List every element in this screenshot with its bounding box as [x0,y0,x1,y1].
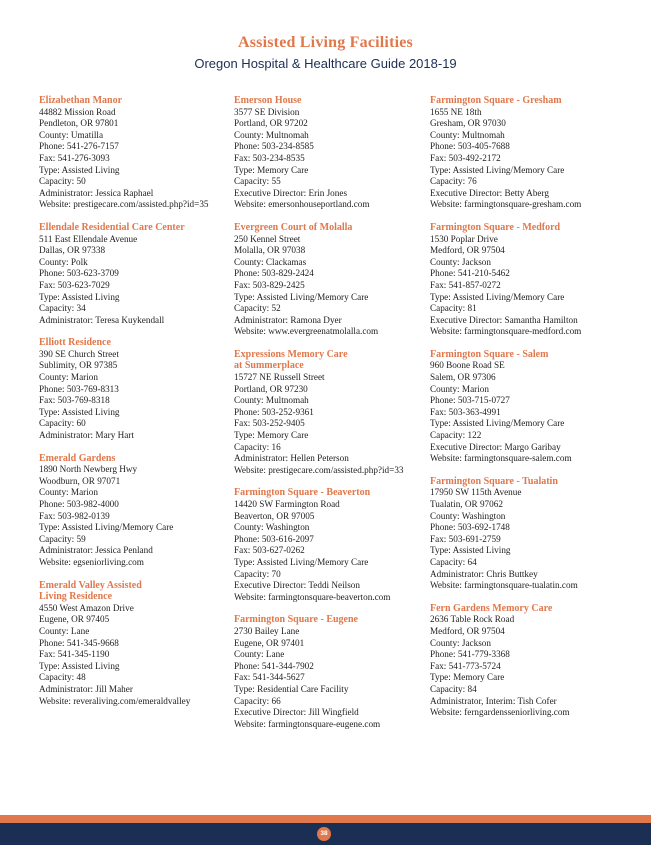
facility-name: Expressions Memory Care [234,348,348,360]
facility-detail: Capacity: 122 [430,430,482,441]
column-1 [39,95,231,718]
facility-detail: Phone: 503-982-4000 [39,499,119,509]
facility-detail: Type: Assisted Living [39,406,120,417]
facility-detail: Fax: 541-276-3093 [39,152,110,163]
facility-detail: Fax: 503-769-8318 [39,395,110,406]
facility-detail: 511 East Ellendale Avenue [39,233,138,244]
facility-name: Emerald Gardens [39,452,116,464]
facility-detail: Type: Assisted Living [39,291,120,302]
facility-name: Emerson House [234,95,302,106]
facility-detail: Fax: 541-344-5627 [234,672,305,683]
facility-detail: Type: Assisted Living [39,164,120,175]
facility-detail: Capacity: 59 [39,533,86,544]
facility-name: Living Residence [39,591,113,603]
facility-detail: Phone: 503-692-1748 [430,522,510,533]
facility-detail: Fax: 503-829-2425 [234,279,305,290]
facility-detail: Phone: 541-276-7157 [39,141,119,152]
facility-detail: Capacity: 52 [234,303,281,314]
facility-detail: Fax: 503-252-9405 [234,418,305,429]
facility-detail: County: Multnomah [430,129,505,140]
facility-entry [234,222,426,338]
facility-detail: Tualatin, OR 97062 [430,499,503,509]
facility-detail: Phone: 503-715-0727 [430,395,510,406]
facility-detail: County: Lane [234,649,285,660]
facility-detail: County: Lane [39,625,90,636]
facility-detail: Molalla, OR 97038 [234,245,306,256]
facility-detail: Executive Director: Margo Garibay [430,441,561,452]
facility-detail: Medford, OR 97504 [430,245,505,256]
facility-detail: Beaverton, OR 97005 [234,510,315,521]
facility-detail: 1530 Poplar Drive [430,233,498,244]
facility-name: Emerald Valley Assisted [39,579,142,591]
facility-detail: Capacity: 60 [39,418,86,429]
footer-accent-stripe [0,815,651,823]
facility-detail: Phone: 503-234-8585 [234,141,314,152]
facility-detail: Capacity: 70 [234,568,281,579]
facility-detail: Capacity: 48 [39,672,86,683]
page-title: Assisted Living Facilities [238,34,413,51]
facility-detail: Capacity: 84 [430,683,477,694]
facility-detail: Type: Memory Care [234,430,309,441]
facility-detail: Type: Residential Care Facility [234,683,349,694]
facility-detail: Executive Director: Teddi Neilson [234,580,360,591]
facility-columns [0,95,651,785]
facility-entry [430,476,622,592]
column-2 [234,95,426,741]
facility-detail: Fax: 503-691-2759 [430,533,501,544]
facility-entry [39,95,231,211]
facility-detail: Pendleton, OR 97801 [39,118,119,129]
facility-detail: Website: prestigecare.com/assisted.php?id=35 [39,199,209,210]
facility-detail: Website: prestigecare.com/assisted.php?id=33 [234,464,404,475]
facility-detail: Type: Assisted Living/Memory Care [430,291,565,302]
facility-detail: County: Jackson [430,637,491,648]
facility-detail: Type: Assisted Living/Memory Care [430,164,565,175]
facility-entry [234,95,426,211]
facility-detail: Phone: 503-405-7688 [430,141,510,152]
facility-entry [234,349,426,477]
facility-detail: Website: farmingtonsquare-beaverton.com [234,591,391,602]
facility-detail: 14420 SW Farmington Road [234,499,340,509]
facility-detail: County: Jackson [430,256,491,267]
facility-entry [39,580,231,708]
facility-detail: Fax: 541-857-0272 [430,279,501,290]
facility-entry [430,349,622,465]
facility-name: Farmington Square - Gresham [430,95,562,106]
facility-detail: Capacity: 66 [234,695,281,706]
facility-detail: Capacity: 50 [39,176,86,187]
facility-name: Elizabethan Manor [39,95,123,106]
facility-detail: Administrator: Jessica Penland [39,545,153,556]
facility-detail: Phone: 541-344-7902 [234,660,314,671]
facility-detail: 44882 Mission Road [39,106,116,117]
facility-detail: Type: Assisted Living [39,660,120,671]
facility-detail: Gresham, OR 97030 [430,118,506,129]
facility-detail: Website: ferngardensseniorliving.com [430,707,570,718]
facility-detail: 1655 NE 18th [430,106,482,117]
facility-detail: 2730 Bailey Lane [234,625,300,636]
facility-detail: Capacity: 81 [430,303,477,314]
facility-detail: Eugene, OR 97405 [39,614,110,625]
facility-detail: Portland, OR 97230 [234,383,308,394]
facility-detail: Administrator: Ramona Dyer [234,314,342,325]
facility-detail: Phone: 503-829-2424 [234,268,314,279]
facility-detail: Administrator: Chris Buttkey [430,568,538,579]
facility-detail: Administrator: Jessica Raphael [39,187,154,198]
facility-detail: Medford, OR 97504 [430,625,505,636]
facility-detail: County: Multnomah [234,129,309,140]
facility-detail: Website: farmingtonsquare-medford.com [430,326,582,337]
facility-detail: Fax: 541-773-5724 [430,660,501,671]
facility-detail: Portland, OR 97202 [234,118,308,129]
facility-detail: Phone: 503-616-2097 [234,533,314,544]
facility-name: at Summerplace [234,360,304,372]
facility-detail: Type: Assisted Living/Memory Care [39,522,174,533]
facility-detail: Sublimity, OR 97385 [39,360,118,371]
facility-detail: County: Washington [234,522,310,533]
facility-detail: Type: Assisted Living/Memory Care [430,418,565,429]
facility-detail: Executive Director: Betty Aberg [430,187,549,198]
facility-detail: Dallas, OR 97338 [39,245,106,256]
facility-entry [39,222,231,326]
facility-detail: Phone: 541-779-3368 [430,649,510,660]
facility-detail: Phone: 503-769-8313 [39,383,119,394]
facility-name: Evergreen Court of Molalla [234,221,353,233]
facility-detail: County: Washington [430,510,506,521]
page-header [0,33,651,73]
facility-detail: Phone: 541-210-5462 [430,268,510,279]
facility-detail: County: Marion [39,372,98,383]
facility-detail: County: Clackamas [234,256,307,267]
facility-detail: Website: farmingtonsquare-eugene.com [234,718,381,729]
facility-name: Farmington Square - Salem [430,348,549,360]
facility-detail: Salem, OR 97306 [430,372,496,383]
facility-name: Farmington Square - Beaverton [234,487,371,499]
facility-detail: Capacity: 64 [430,556,477,567]
facility-entry [430,222,622,338]
facility-detail: Capacity: 16 [234,441,281,452]
facility-detail: County: Polk [39,256,88,267]
facility-detail: Website: farmingtonsquare-salem.com [430,453,572,464]
facility-detail: Fax: 503-492-2172 [430,152,501,163]
facility-detail: 3577 SE Division [234,106,300,117]
facility-detail: 250 Kennel Street [234,233,301,244]
facility-detail: Fax: 503-363-4991 [430,406,501,417]
facility-name: Elliott Residence [39,337,111,349]
facility-entry [234,614,426,730]
facility-detail: Type: Assisted Living/Memory Care [234,556,369,567]
facility-detail: County: Multnomah [234,395,309,406]
facility-detail: Fax: 503-234-8535 [234,152,305,163]
facility-name: Farmington Square - Eugene [234,614,358,626]
facility-detail: Fax: 503-982-0139 [39,510,110,521]
facility-detail: 17950 SW 115th Avenue [430,487,522,498]
facility-entry [430,95,622,211]
facility-name: Farmington Square - Tualatin [430,475,558,487]
facility-detail: Fax: 541-345-1190 [39,649,110,660]
facility-detail: Administrator, Interim: Tish Cofer [430,695,557,706]
facility-detail: Executive Director: Jill Wingfield [234,707,359,718]
facility-entry [430,603,622,719]
facility-detail: 4550 West Amazon Drive [39,602,134,613]
facility-detail: 15727 NE Russell Street [234,372,325,383]
facility-entry [39,337,231,441]
facility-detail: Website: reveraliving.com/emeraldvalley [39,695,191,706]
facility-detail: Website: farmingtonsquare-tualatin.com [430,580,578,591]
facility-detail: Type: Assisted Living [430,545,511,556]
facility-detail: Eugene, OR 97401 [234,637,305,648]
facility-detail: 1890 North Newberg Hwy [39,464,138,475]
facility-entry [39,453,231,569]
facility-detail: Website: farmingtonsquare-gresham.com [430,199,582,210]
facility-detail: Website: emersonhouseportland.com [234,199,370,210]
facility-detail: Type: Memory Care [234,164,309,175]
facility-detail: Capacity: 55 [234,176,281,187]
facility-detail: Website: www.evergreenatmolalla.com [234,326,379,337]
facility-detail: Capacity: 34 [39,303,86,314]
facility-detail: 960 Boone Road SE [430,360,505,371]
facility-detail: Fax: 503-627-0262 [234,545,305,556]
facility-detail: Fax: 503-623-7029 [39,279,110,290]
facility-detail: Phone: 541-345-9668 [39,637,119,648]
facility-detail: Capacity: 76 [430,176,477,187]
facility-detail: Administrator: Mary Hart [39,430,134,441]
facility-detail: Executive Director: Erin Jones [234,187,348,198]
facility-name: Ellendale Residential Care Center [39,221,185,233]
facility-detail: Administrator: Jill Maher [39,683,133,694]
facility-detail: 2636 Table Rock Road [430,614,515,625]
page-number-badge: 38 [317,827,331,841]
facility-detail: Woodburn, OR 97071 [39,475,121,486]
facility-detail: Type: Assisted Living/Memory Care [234,291,369,302]
page-subtitle: Oregon Hospital & Healthcare Guide 2018-19 [194,56,457,71]
facility-detail: Phone: 503-252-9361 [234,406,314,417]
facility-detail: 390 SE Church Street [39,348,119,359]
facility-name: Farmington Square - Medford [430,221,561,233]
facility-detail: County: Marion [430,383,489,394]
facility-detail: County: Marion [39,487,98,498]
facility-entry [234,487,426,603]
facility-detail: Website: egseniorliving.com [39,556,144,567]
facility-detail: Administrator: Teresa Kuykendall [39,314,165,325]
facility-name: Fern Gardens Memory Care [430,602,553,614]
facility-detail: Type: Memory Care [430,672,505,683]
facility-detail: County: Umatilla [39,129,104,140]
facility-detail: Executive Director: Samantha Hamilton [430,314,578,325]
facility-detail: Administrator: Hellen Peterson [234,453,349,464]
column-3 [430,95,622,730]
facility-detail: Phone: 503-623-3709 [39,268,119,279]
